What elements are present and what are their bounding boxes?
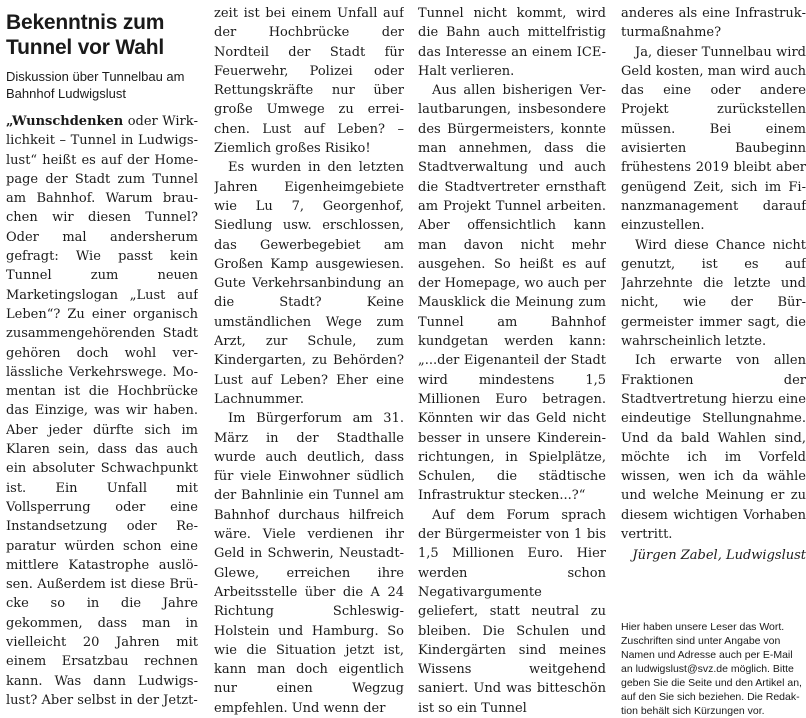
paragraph: Wird diese Chance nicht genutzt, ist es auf Jahrzehnte die letzte und nicht, wie der Bürgermeister immer sagt, die wahrscheinlich letzte. xyxy=(621,237,806,350)
column-1 xyxy=(6,4,198,710)
paragraph: Ja, dieser Tunnelbau wird Geld kosten, man wird auch das eine oder andere Projekt zurückstellen müssen. Bei einem avisierten Baubeginn frühestens 2019 bleibt aber genügend Zeit, sich im Finanzmanagement darauf einzustellen. xyxy=(621,44,806,234)
subheadline: Diskussion über Tunnelbau am Bahnhof Ludwigslust xyxy=(6,69,185,101)
column-2 xyxy=(214,4,404,718)
column-4 xyxy=(621,4,806,718)
lead-paragraph xyxy=(6,112,198,710)
paragraph: Im Bürgerforum am 31. März in der Stadthalle wurde auch deutlich, dass für viele Einwohner südlich der Bahnlinie ein Tunnel am Bahnhof durchaus hilfreich wäre. Viele verdienen ihr Geld in Schwerin, Neustadt-Glewe, erreichen ihre Arbeitsstelle über die A 24 Richtung Schleswig-Holstein und Hamburg. So wie die Situation jetzt ist, kann man doch eigentlich nur einen Wegzug empfehlen. Und wenn der xyxy=(214,411,404,716)
paragraph: Tunnel nicht kommt, wird die Bahn auch mittelfristig das Interesse an einem ICE-Halt verlieren. xyxy=(418,6,606,79)
lead-quote: „Wunschdenken xyxy=(6,114,124,129)
paragraph: zeit ist bei einem Unfall auf der Hochbrücke der Nordteil der Stadt für Feuerwehr, Polizei oder Rettungskräfte nur über große Umwege zu erreichen. Lust auf Leben? – Ziemlich großes Risiko! xyxy=(214,6,404,157)
lead-paragraph-text: oder Wirklichkeit – Tunnel in Ludwigslust“ heißt es auf der Homepage der Stadt zum Tunnel am Bahnhof. Warum brauchen wir diesen Tunnel? Oder mal andersherum gefragt: Wie passt kein Tunnel zum neuen Marketingslogan „Lust auf Leben“? Zu einer organisch zusammengehörenden Stadt gehören doch wohl verlässliche Verkehrswege. Momentan ist die Hochbrücke das Einzige, was wir haben. Aber jeder dürfte sich im Klaren sein, dass das auch ein absoluter Schwachpunkt ist. Ein Unfall mit Vollsperrung oder eine Instandsetzung oder Reparatur würden schon eine mittlere Katastrophe auslösen. Außerdem ist diese Brücke so in die Jahre gekommen, dass man in vielleicht 20 Jahren mit einem Ersatzbau rechnen kann. Was dann Ludwigslust? Aber selbst in der Jetzt- xyxy=(6,114,198,708)
paragraph: Auf dem Forum sprach der Bürgermeister von 1 bis 1,5 Millionen Euro. Hier werden schon Negativargumente geliefert, statt neutral zu bleiben. Die Schulen und Kindergärten sind meines Wissens weitgehend saniert. Und was bitteschön ist so ein Tunnel xyxy=(418,507,606,716)
editorial-note: Hier haben unsere Leser das Wort. Zuschriften sind unter Angabe von Namen und Adresse auch per E-Mail an ludwigslust@svz.de möglich. Bitte geben Sie die Seite und den Artikel an, auf den Sie sich beziehen. Die Redaktion behält sich Kürzungen vor. xyxy=(621,620,802,717)
column-3 xyxy=(418,4,606,718)
paragraph: Ich erwarte von allen Fraktionen der Stadtvertretung hierzu eine eindeutige Stellungnahme. Und da bald Wahlen sind, möchte ich im Vorfeld wissen, wen ich da wähle und welche Meinung er zu diesem wichtigen Vorhaben vertritt. xyxy=(621,353,806,543)
headline: Bekenntnis zum Tunnel vor Wahl xyxy=(6,11,165,59)
paragraph: Aus allen bisherigen Verlautbarungen, insbesondere des Bürgermeisters, konnte man annehmen, dass die Stadtverwaltung und auch die Stadtvertreter ernsthaft am Projekt Tunnel arbeiten. Aber offensichtlich kann man davon nicht mehr ausgehen. So heißt es auf der Homepage, wo auch per Mausklick die Meinung zum Tunnel am Bahnhof kundgetan werden kann: „...der Eigenanteil der Stadt wird mindestens 1,5 Millionen Euro betragen. Könnten wir das Geld nicht besser in unsere Kindereinrichtungen, in Spielplätze, Schulen, die städtische Infrastruktur stecken...?“ xyxy=(418,83,606,504)
paragraph: Es wurden in den letzten Jahren Eigenheimgebiete wie Lu 7, Georgenhof, Siedlung usw. erschlossen, das Gewerbegebiet am Großen Kamp ausgewiesen. Gute Verkehrsanbindung an die Stadt? Keine umständlichen Wege zum Arzt, zur Schule, zum Kindergarten, zu Behörden? Lust auf Leben? Eher eine Lachnummer. xyxy=(214,160,404,407)
author-signature: Jürgen Zabel, Ludwigslust xyxy=(632,548,806,564)
paragraph: anderes als eine Infrastrukturmaßnahme? xyxy=(621,6,806,41)
